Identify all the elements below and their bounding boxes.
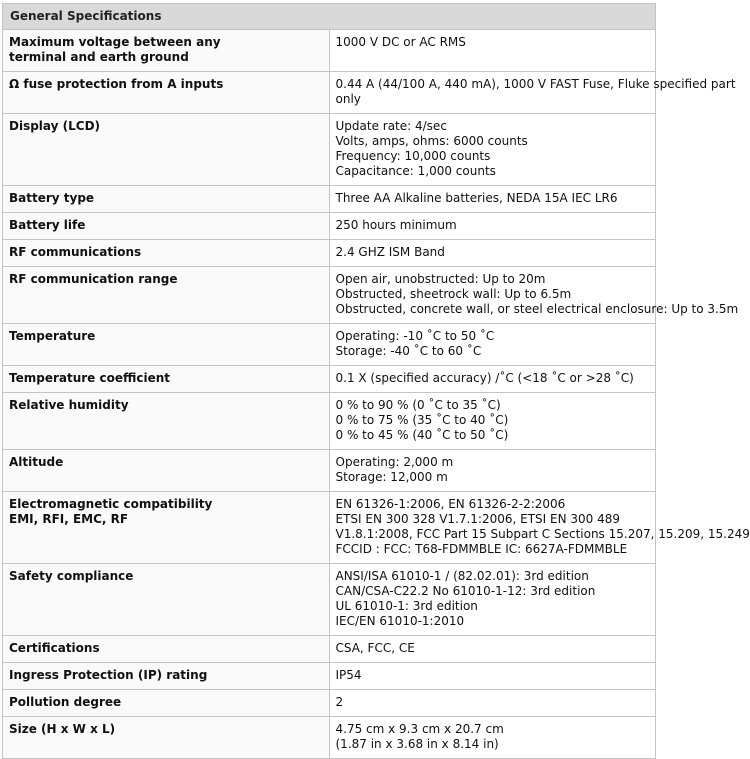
spec-value-cell <box>329 267 739 324</box>
spec-value-cell <box>329 564 656 636</box>
spec-label-cell <box>3 366 330 393</box>
spec-value: 4.75 cm x 9.3 cm x 20.7 cm <box>335 722 504 736</box>
spec-value: FCCID : FCC: T68-FDMMBLE IC: 6627A-FDMMBLE <box>335 542 628 556</box>
table-row <box>3 366 656 393</box>
table-row <box>3 564 656 636</box>
table-row <box>3 186 656 213</box>
table-row <box>3 240 656 267</box>
spec-label: Size (H x W x L) <box>9 722 116 736</box>
spec-label: Temperature <box>9 329 96 343</box>
spec-value-cell <box>329 636 656 663</box>
table-row <box>3 30 656 72</box>
spec-value-cell <box>329 30 656 72</box>
spec-label-cell <box>3 213 330 240</box>
spec-label: Temperature coefficient <box>9 371 171 385</box>
spec-label: terminal and earth ground <box>9 50 189 64</box>
spec-value: CAN/CSA-C22.2 No 61010-1-12: 3rd edition <box>335 584 596 598</box>
table-row <box>3 717 656 759</box>
spec-value-cell <box>329 72 736 114</box>
table-row <box>3 72 656 114</box>
spec-label-cell <box>3 267 330 324</box>
spec-label: Battery type <box>9 191 95 205</box>
table-row <box>3 114 656 186</box>
spec-label-cell <box>3 393 330 450</box>
spec-value: ETSI EN 300 328 V1.7.1:2006, ETSI EN 300 489 <box>335 512 621 526</box>
table-body <box>3 30 750 759</box>
spec-label-cell <box>3 114 330 186</box>
table-row <box>3 324 656 366</box>
spec-value: Obstructed, concrete wall, or steel electrical enclosure: Up to 3.5m <box>335 302 739 316</box>
spec-value: CSA, FCC, CE <box>335 641 415 655</box>
spec-value: (1.87 in x 3.68 in x 8.14 in) <box>335 737 499 751</box>
spec-value: 0 % to 90 % (0 ˚C to 35 ˚C) <box>335 398 501 412</box>
table-row <box>3 636 656 663</box>
spec-value: Storage: -40 ˚C to 60 ˚C <box>335 344 482 358</box>
spec-value: ANSI/ISA 61010-1 / (82.02.01): 3rd edition <box>335 569 589 583</box>
table-row <box>3 267 656 324</box>
spec-value-cell <box>329 717 656 759</box>
spec-label: Display (LCD) <box>9 119 101 133</box>
spec-label-cell <box>3 492 330 564</box>
spec-label-cell <box>3 717 330 759</box>
spec-value: Three AA Alkaline batteries, NEDA 15A IEC LR6 <box>335 191 618 205</box>
table-row <box>3 450 656 492</box>
spec-value-cell <box>329 492 750 564</box>
spec-value: only <box>335 92 361 106</box>
spec-label: Pollution degree <box>9 695 122 709</box>
spec-value: Operating: -10 ˚C to 50 ˚C <box>335 329 495 343</box>
spec-label-cell <box>3 240 330 267</box>
spec-value-cell <box>329 213 656 240</box>
spec-value: 0.44 A (44/100 A, 440 mA), 1000 V FAST Fuse, Fluke specified part <box>335 77 736 91</box>
spec-label-cell <box>3 690 330 717</box>
spec-label: EMI, RFI, EMC, RF <box>9 512 129 526</box>
spec-label-cell <box>3 663 330 690</box>
spec-value: 0 % to 45 % (40 ˚C to 50 ˚C) <box>335 428 509 442</box>
spec-value: 2.4 GHZ ISM Band <box>335 245 445 259</box>
spec-value: Operating: 2,000 m <box>335 455 454 469</box>
spec-label-cell <box>3 564 330 636</box>
spec-label: Ω fuse protection from A inputs <box>9 77 224 91</box>
spec-label: Maximum voltage between any <box>9 35 221 49</box>
spec-value-cell <box>329 240 656 267</box>
table-row <box>3 663 656 690</box>
spec-label: Relative humidity <box>9 398 129 412</box>
spec-label: Certifications <box>9 641 100 655</box>
spec-value-cell <box>329 450 656 492</box>
spec-label: Electromagnetic compatibility <box>9 497 213 511</box>
spec-label: Battery life <box>9 218 86 232</box>
spec-value: 0.1 X (specified accuracy) /˚C (<18 ˚C or >28 ˚C) <box>335 371 634 385</box>
table-row <box>3 690 656 717</box>
table-header-row <box>3 4 656 30</box>
spec-value: Storage: 12,000 m <box>335 470 448 484</box>
spec-value: Frequency: 10,000 counts <box>335 149 491 163</box>
spec-label: Altitude <box>9 455 64 469</box>
spec-label: Ingress Protection (IP) rating <box>9 668 208 682</box>
spec-value: 1000 V DC or AC RMS <box>335 35 466 49</box>
spec-value: 250 hours minimum <box>335 218 457 232</box>
spec-label-cell <box>3 30 330 72</box>
spec-value: UL 61010-1: 3rd edition <box>335 599 478 613</box>
spec-value: 0 % to 75 % (35 ˚C to 40 ˚C) <box>335 413 509 427</box>
spec-value-cell <box>329 690 656 717</box>
spec-value-cell <box>329 366 656 393</box>
spec-value: Capacitance: 1,000 counts <box>335 164 496 178</box>
spec-label: RF communication range <box>9 272 178 286</box>
spec-value: Obstructed, sheetrock wall: Up to 6.5m <box>335 287 572 301</box>
spec-value-cell <box>329 324 656 366</box>
spec-value: EN 61326-1:2006, EN 61326-2-2:2006 <box>335 497 566 511</box>
spec-value: IEC/EN 61010-1:2010 <box>335 614 465 628</box>
spec-value: 2 <box>335 695 344 709</box>
spec-label-cell <box>3 636 330 663</box>
spec-label-cell <box>3 186 330 213</box>
spec-value-cell <box>329 663 656 690</box>
table-row <box>3 213 656 240</box>
spec-value: Update rate: 4/sec <box>335 119 447 133</box>
spec-value-cell <box>329 186 656 213</box>
table-row <box>3 393 656 450</box>
spec-label-cell <box>3 72 330 114</box>
table-row <box>3 492 656 564</box>
spec-label: Safety compliance <box>9 569 134 583</box>
general-specifications-table <box>2 3 750 759</box>
spec-value: Open air, unobstructed: Up to 20m <box>335 272 546 286</box>
spec-value: IP54 <box>335 668 362 682</box>
spec-table-container <box>2 3 750 759</box>
spec-value-cell <box>329 114 656 186</box>
table-title: General Specifications <box>3 4 656 30</box>
spec-label: RF communications <box>9 245 142 259</box>
spec-label-cell <box>3 450 330 492</box>
spec-value: V1.8.1:2008, FCC Part 15 Subpart C Sections 15.207, 15.209, 15.249 <box>335 527 750 541</box>
spec-label-cell <box>3 324 330 366</box>
spec-value: Volts, amps, ohms: 6000 counts <box>335 134 528 148</box>
spec-value-cell <box>329 393 656 450</box>
